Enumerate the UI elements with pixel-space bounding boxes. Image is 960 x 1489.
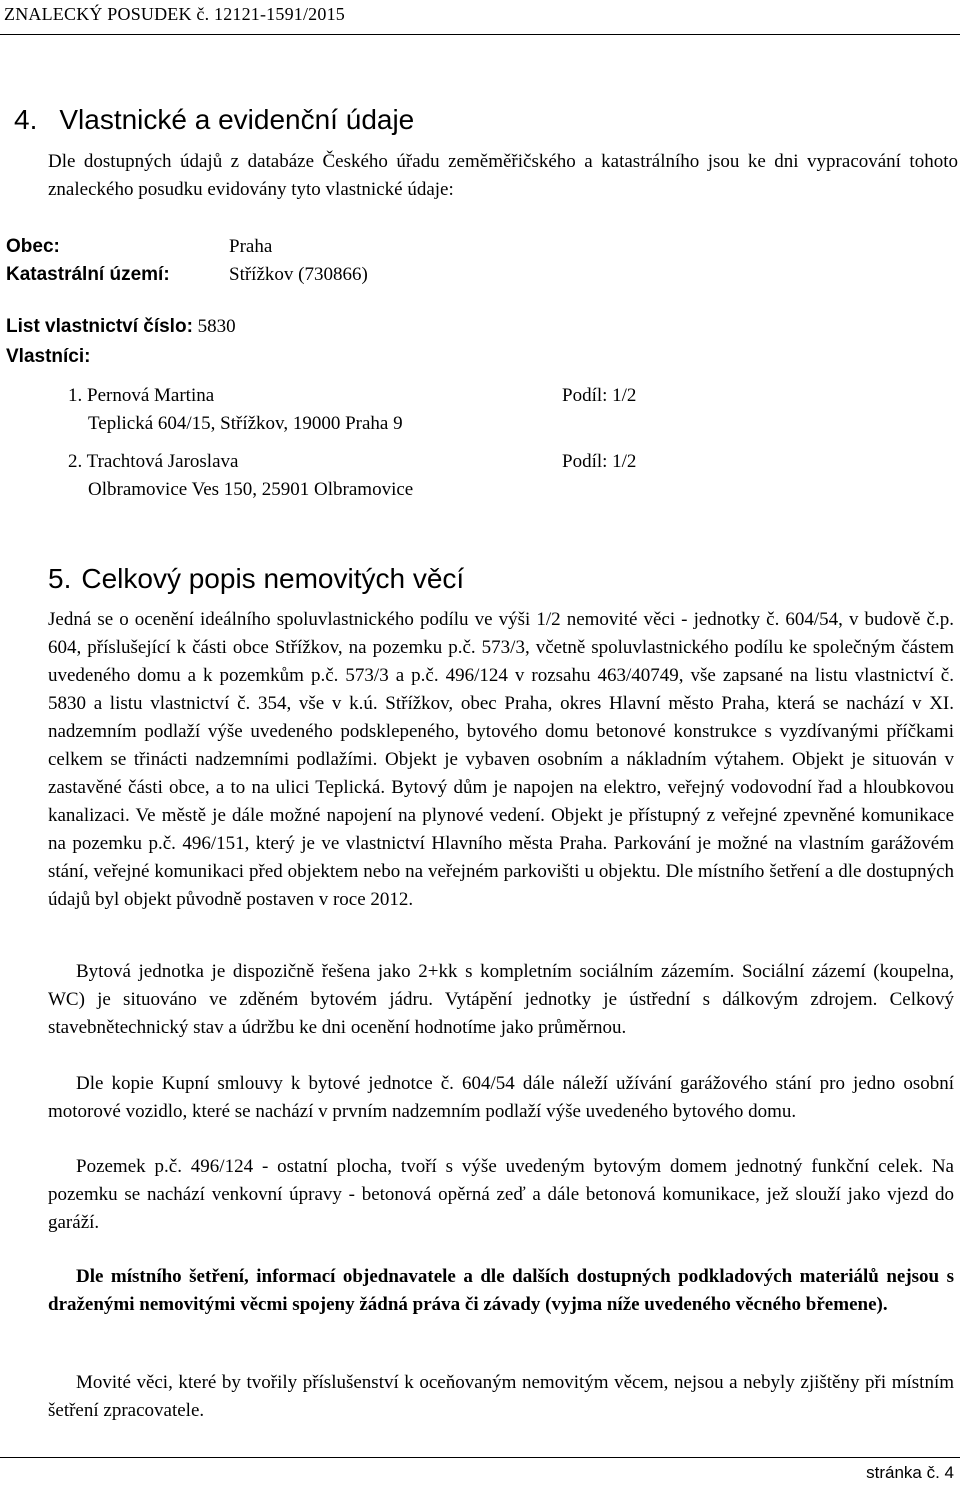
obec-label: Obec: xyxy=(6,236,60,257)
lv-value: 5830 xyxy=(197,316,236,337)
section-4-number: 4. xyxy=(14,104,38,135)
movable-items-statement: Movité věci, které by tvořily příslušenství k oceňovaným nemovitým věcem, nejsou a nebyly zjištěny při místním šetření zpracovatele. xyxy=(48,1372,954,1421)
ku-label: Katastrální území: xyxy=(6,264,170,285)
obec-value: Praha xyxy=(229,236,273,257)
owner-1-name: 1. Pernová Martina xyxy=(68,385,215,406)
paragraph-4: Pozemek p.č. 496/124 - ostatní plocha, tvoří s výše uvedeným bytovým domem jednotný funkční celek. Na pozemku se nachází venkovní úpravy - betonová opěrná zeď a dále betonová komunikace, jež slouží jako vjezd do garáží. xyxy=(48,1156,954,1233)
section-4-title: Vlastnické a evidenční údaje xyxy=(59,104,415,135)
section-5-number: 5. xyxy=(48,563,72,594)
section-5-heading xyxy=(48,563,464,595)
header-rule xyxy=(0,34,960,35)
section-4-intro: Dle dostupných údajů z databáze Českého úřadu zeměměřičského a katastrálního jsou ke dni vypracování tohoto znaleckého posudku evidovány tyto vlastnické údaje: xyxy=(48,151,958,200)
paragraph-1: Jedná se o ocenění ideálního spoluvlastnického podílu ve výši 1/2 nemovité věci - jednotky č. 604/54, v budově č.p. 604, příslušející k části obce Střížkov, na pozemku p.č. 573/3, včetně spoluvlastnického podílu ke společným částem uvedeného domu a k pozemkům p.č. 573/3 a p.č. 496/124 v rozsahu 463/40749, vše zapsané na listu vlastnictví č. 5830 a listu vlastnictví č. 354, vše v k.ú. Střížkov, obec Praha, okres Hlavní město Praha, která se nachází v XI. nadzemním podlaží výše uvedeného podsklepeného, bytového domu betonové konstrukce s vyzdívanými příčkami celkem se třinácti nadzemními podlažími. Objekt je vybaven osobním a nákladním výtahem. Objekt je situován v zastavěné části obce, a to na ulici Teplická. Bytový dům je napojen na elektro, veřejný vodovodní řad a hloubkovou kanalizaci. Ve městě je dále možné napojení na plynové vedení. Objekt je přístupný z veřejné zpevněné komunikace na pozemku p.č. 496/151, který je ve vlastnictví Hlavního města Praha. Parkování je možné na vlastním garážovém stání, veřejné komunikaci před objektem nebo na veřejném parkovišti u objektu. Dle místního šetření a dle dostupných údajů byl objekt původně postaven v roce 2012. xyxy=(48,609,954,910)
owners-label: Vlastníci: xyxy=(6,346,91,367)
owner-1-address: Teplická 604/15, Střížkov, 19000 Praha 9 xyxy=(88,413,403,434)
legal-encumbrance-statement: Dle místního šetření, informací objednavatele a dle dalších dostupných podkladových materiálů nejsou s draženými nemovitými věcmi spojeny žádná práva či závady (vyjma níže uvedeného věcného břemene). xyxy=(48,1266,954,1315)
paragraph-2: Bytová jednotka je dispozičně řešena jako 2+kk s kompletním sociálním zázemím. Sociální zázemí (koupelna, WC) je situováno ve zděném bytovém jádru. Vytápění jednotky je ústřední s dálkovým zdrojem. Celkový stavebnětechnický stav a údržbu ke dni ocenění hodnotíme jako průměrnou. xyxy=(48,961,954,1038)
owner-2-share: Podíl: 1/2 xyxy=(562,451,637,472)
lv-line xyxy=(6,316,236,338)
document-header: ZNALECKÝ POSUDEK č. 12121-1591/2015 xyxy=(4,4,345,24)
lv-label: List vlastnictví číslo: xyxy=(6,316,193,337)
owner-1-share: Podíl: 1/2 xyxy=(562,385,637,406)
section-4-heading xyxy=(14,104,414,136)
page-number: stránka č. 4 xyxy=(866,1463,954,1482)
ku-value: Střížkov (730866) xyxy=(229,264,368,285)
footer-rule xyxy=(0,1457,960,1458)
section-5-title: Celkový popis nemovitých věcí xyxy=(81,563,465,594)
owner-2-address: Olbramovice Ves 150, 25901 Olbramovice xyxy=(88,479,414,500)
paragraph-3: Dle kopie Kupní smlouvy k bytové jednotce č. 604/54 dále náleží užívání garážového stání pro jedno osobní motorové vozidlo, které se nachází v prvním nadzemním podlaží výše uvedeného bytového domu. xyxy=(48,1073,954,1122)
owner-2-name: 2. Trachtová Jaroslava xyxy=(68,451,239,472)
